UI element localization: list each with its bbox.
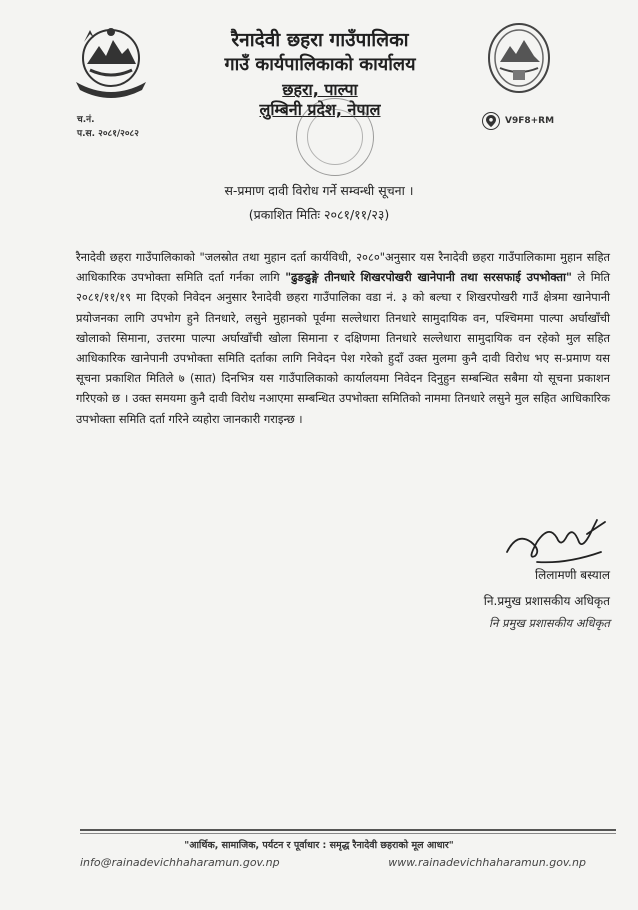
office-location: छहरा, पाल्पा: [282, 80, 358, 99]
signatory-name: लिलामणी बस्याल: [535, 568, 610, 582]
footer-divider-thin: [80, 833, 616, 834]
publication-date: (प्रकाशित मितिः २०८१/११/२३): [248, 207, 390, 222]
location-pin-icon: [482, 112, 500, 130]
nepal-emblem-logo: [70, 20, 152, 102]
handwritten-signature: [497, 512, 609, 570]
plus-code-text: V9F8+RM: [505, 116, 555, 126]
fiscal-year-label: प.स. २०८१/२०८२: [77, 129, 139, 139]
reference-number-label: च.नं.: [77, 115, 95, 125]
signatory-title: नि.प्रमुख प्रशासकीय अधिकृत: [483, 594, 610, 608]
province-country: लुम्बिनी प्रदेश, नेपाल: [259, 100, 381, 119]
footer-email: info@rainadevichhaharamun.gov.np: [80, 856, 280, 869]
notice-title: स-प्रमाण दावी विरोध गर्ने सम्वन्धी सूचना ।: [224, 183, 414, 198]
footer-motto: "आर्थिक, सामाजिक, पर्यटन र पूर्वाधार : समृद्ध रैनादेवी छहराको मूल आधार": [184, 840, 454, 851]
footer-divider: [80, 829, 616, 831]
notice-body: [76, 247, 610, 429]
municipality-name: रैनादेवी छहरा गाउँपालिका: [231, 29, 409, 51]
municipality-logo: [486, 22, 552, 96]
footer-website: www.rainadevichhaharamun.gov.np: [388, 856, 586, 869]
body-text-committee-name: "ढुङढुङ्गे तीनधारे शिखरपोखरी खानेपानी तथा सरसफाई उपभोक्ता": [285, 270, 572, 285]
signatory-title-handwritten: नि प्रमुख प्रशासकीय अधिकृत: [489, 616, 610, 630]
office-name: गाउँ कार्यपालिकाको कार्यालय: [224, 54, 416, 75]
stamp-inner-ring: [307, 109, 363, 165]
body-text-part2: ले मिति २०८१/११/१९ मा दिएको निवेदन अनुसार रैनादेवी छहरा गाउँपालिका वडा नं. ३ को बल्घा र शिखरपोखरी गाउँ क्षेत्रमा खानेपानी प्रयोजनका लागि उपभोग हुने तिनधारे, लसुने मुहानको पूर्वमा सल्लेधारा तिनधारे सामुदायिक वन, पश्चिममा पाल्पा अर्घाखाँची खोलाको सिमाना, उत्तरमा पाल्पा अर्घाखाँची खोला सिमाना र दक्षिणमा तिनधारे सल्लेधारा सामुदायिक वन रहेको मुल सहित आधिकारिक खानेपानी उपभोक्ता समिति दर्ताका लागि निवेदन पेश गरेको हुदाँ उक्त मुलमा कुनै दावी विरोध भए स-प्रमाण यस सूचना प्रकाशित मितिले ७ (सात) दिनभित्र यस गाउँपालिकाको कार्यालयमा निवेदन दिनुहुन सम्बन्धित सबैमा यो सूचना प्रकाशन गरिएको छ । उक्त समयमा कुनै दावी विरोध नआएमा सम्बन्धित उपभोक्ता समितिको नाममा तिनधारे लसुने मुल सहित आधिकारिक उपभोक्ता समिति दर्ता गरिने व्यहोरा जानकारी गराइन्छ ।: [76, 270, 610, 426]
plus-code-location: [482, 112, 554, 130]
official-stamp: [296, 98, 374, 176]
body-text-part1: रैनादेवी छहरा गाउँपालिकाको "जलस्रोत तथा मुहान दर्ता कार्यविधी, २०८०"अनुसार यस रैनादेवी छहरा गाउँपालिकामा मुहान सहित आधिकारिक उपभोक्ता समिति दर्ता गर्नका लागि: [76, 250, 610, 285]
